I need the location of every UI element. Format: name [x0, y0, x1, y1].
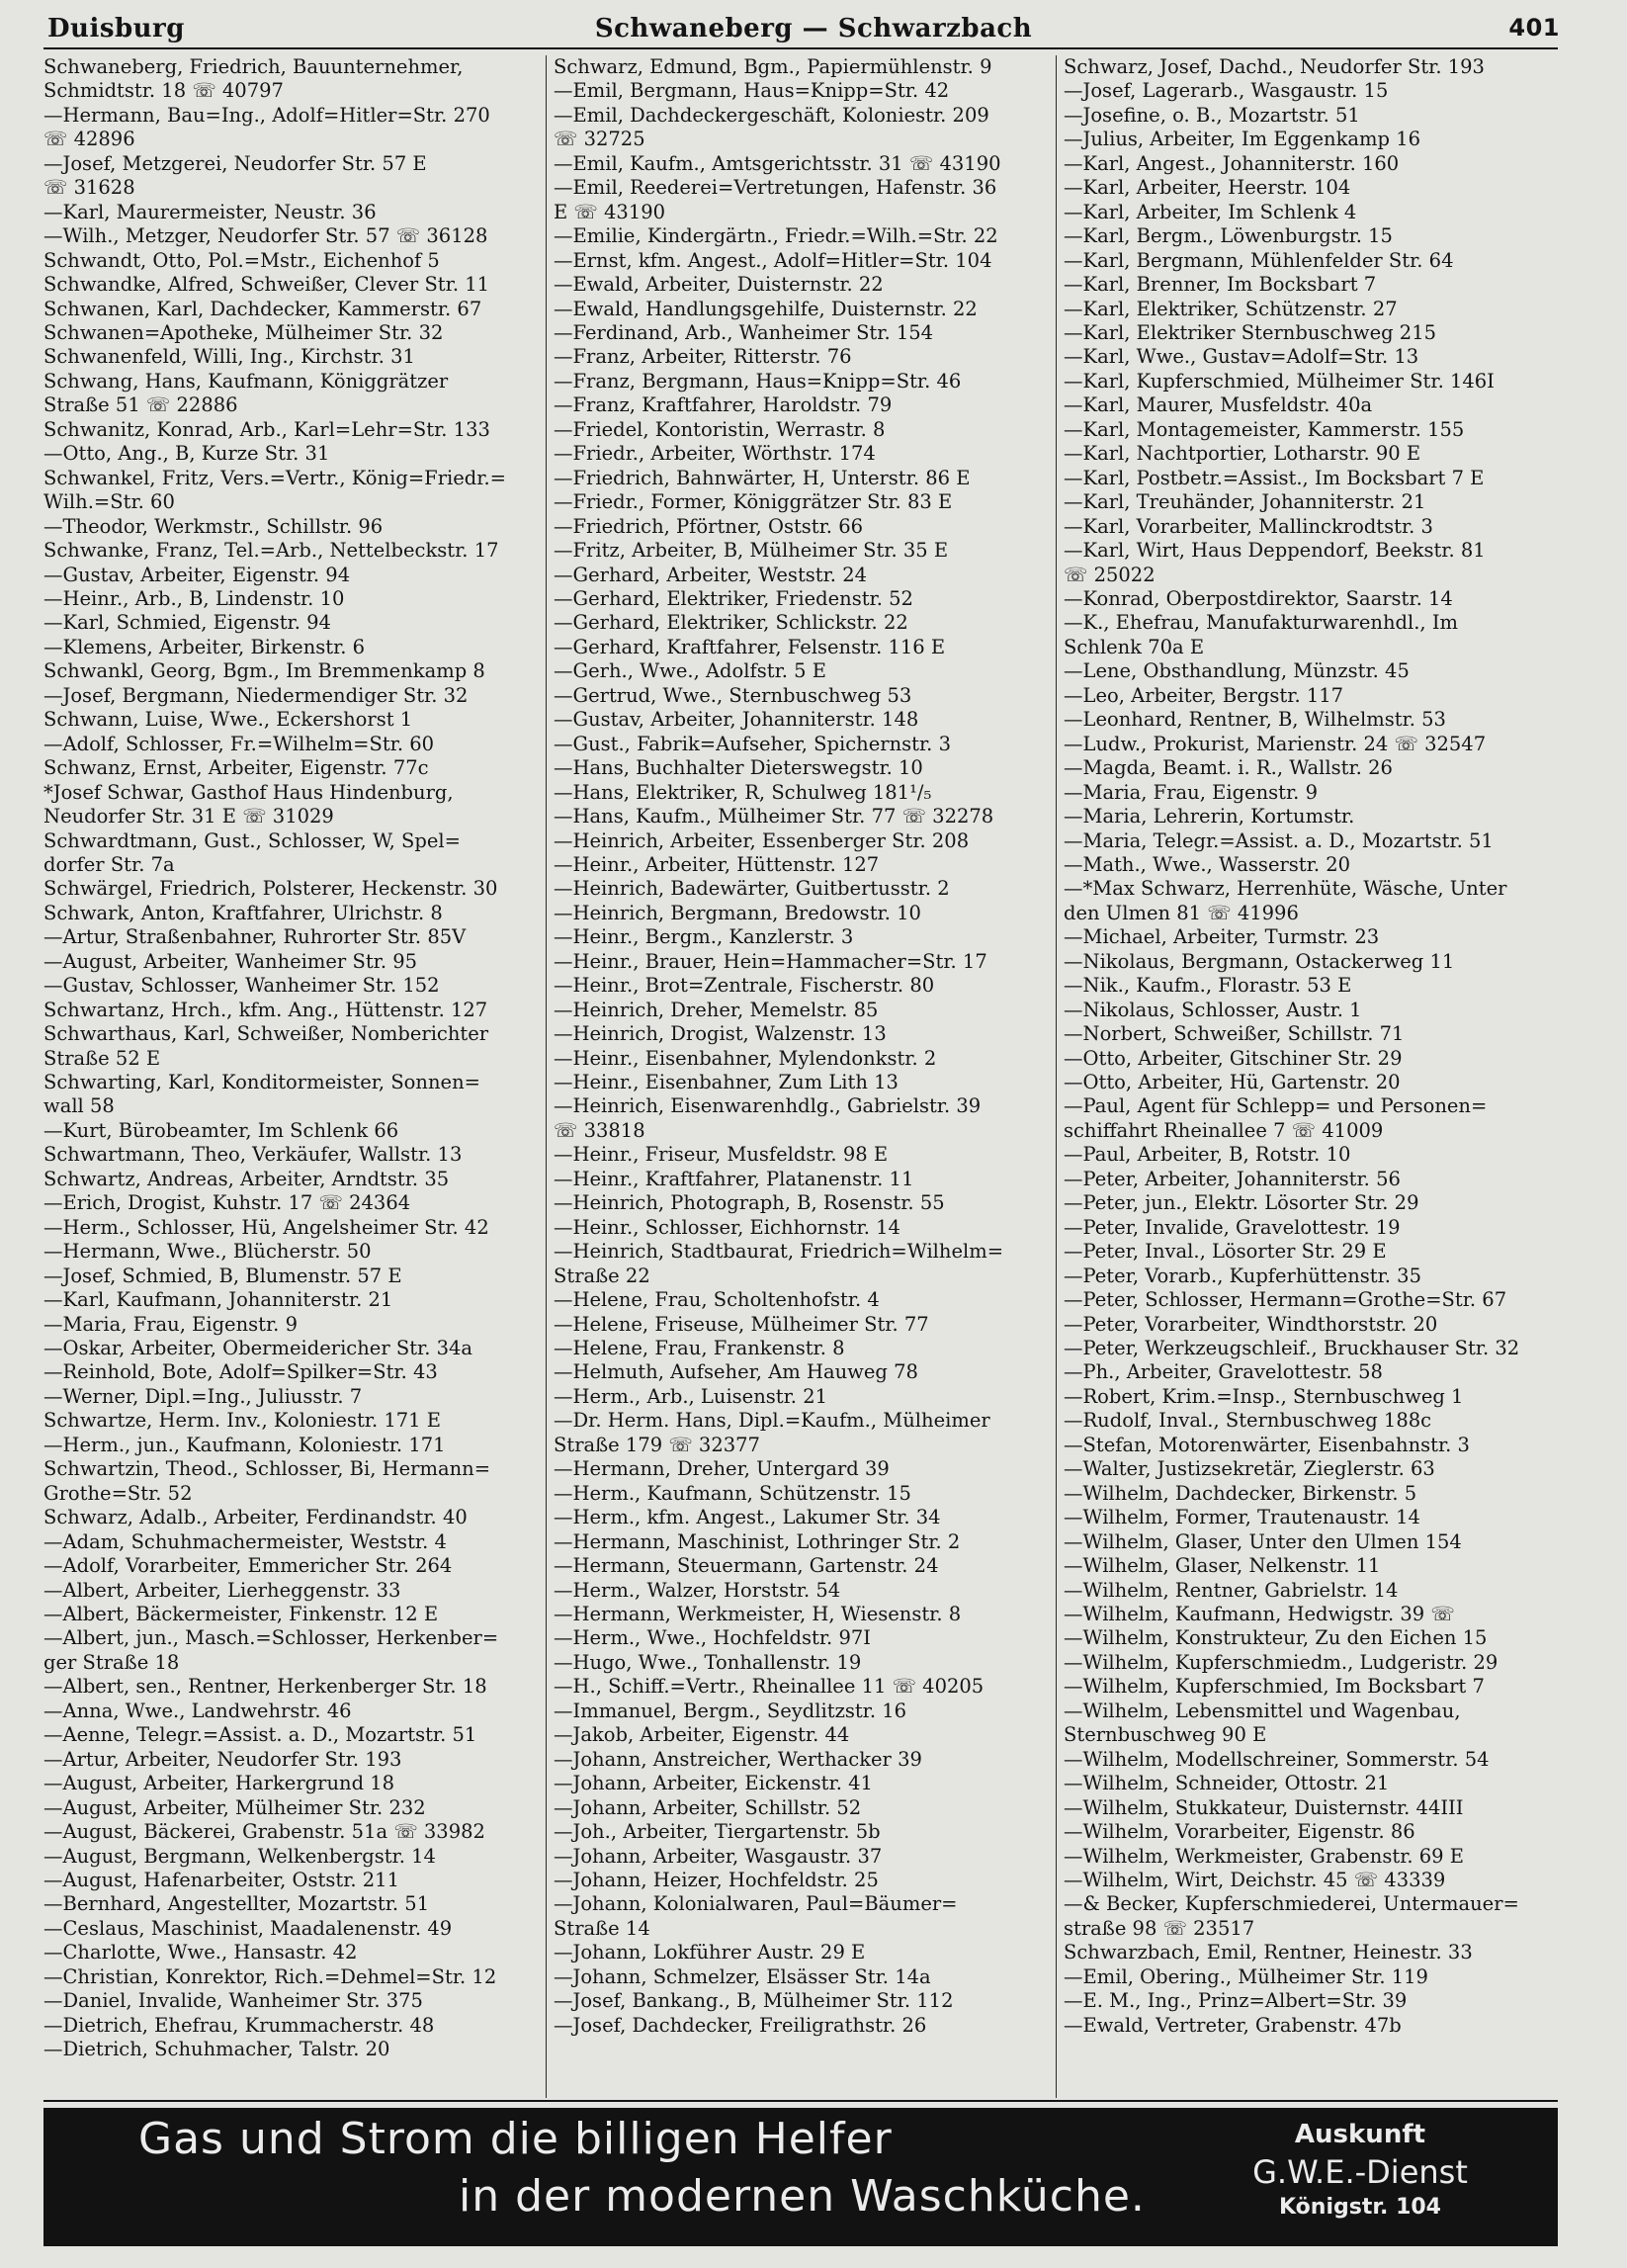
directory-entry-line: —Karl, Vorarbeiter, Mallinckrodtstr. 3: [1064, 514, 1433, 538]
directory-entry-line: —Karl, Kaufmann, Johanniterstr. 21: [43, 1288, 393, 1312]
directory-entry-line: —Albert, jun., Masch.=Schlosser, Herkenber=: [43, 1626, 499, 1650]
directory-entry-line: —Wilhelm, Lebensmittel und Wagenbau,: [1064, 1699, 1461, 1722]
directory-entry-line: —Karl, Bergmann, Mühlenfelder Str. 64: [1064, 248, 1454, 272]
directory-entry-line: —Helene, Friseuse, Mülheimer Str. 77: [554, 1312, 929, 1336]
directory-entry-line: —Herm., Schlosser, Hü, Angelsheimer Str. 42: [43, 1215, 489, 1239]
directory-entry-line: Schwartmann, Theo, Verkäufer, Wallstr. 13: [43, 1143, 463, 1167]
directory-entry-line: —& Becker, Kupferschmiederei, Untermauer=: [1064, 1892, 1519, 1916]
directory-entry-line: Schwanenfeld, Willi, Ing., Kirchstr. 31: [43, 345, 415, 369]
directory-entry-line: —H., Schiff.=Vertr., Rheinallee 11 ☏ 40205: [554, 1675, 985, 1699]
directory-entry-line: —August, Bergmann, Welkenbergstr. 14: [43, 1844, 436, 1868]
directory-entry-line: —Karl, Montagemeister, Kammerstr. 155: [1064, 417, 1465, 441]
header-rule: [43, 47, 1558, 49]
directory-entry-line: —Rudolf, Inval., Sternbuschweg 188c: [1064, 1409, 1432, 1433]
directory-entry-line: —Artur, Straßenbahner, Ruhrorter Str. 85V: [43, 925, 467, 949]
directory-entry-line: —Wilhelm, Kaufmann, Hedwigstr. 39 ☏: [1064, 1603, 1455, 1625]
directory-entry-line: —Emil, Reederei=Vertretungen, Hafenstr. 36: [554, 176, 997, 200]
directory-entry-line: —Hermann, Bau=Ing., Adolf=Hitler=Str. 270: [43, 103, 490, 127]
directory-entry-line: ger Straße 18: [43, 1650, 180, 1674]
directory-entry-line: Schwaneberg, Friedrich, Bauunternehmer,: [43, 55, 464, 78]
directory-entry-line: —Gustav, Arbeiter, Eigenstr. 94: [43, 563, 351, 586]
directory-entry-line: —Adolf, Schlosser, Fr.=Wilhelm=Str. 60: [43, 732, 435, 755]
advert-address: Königstr. 104: [1279, 2195, 1441, 2220]
directory-entry-line: —August, Hafenarbeiter, Oststr. 211: [43, 1868, 399, 1891]
directory-entry-line: Schwarthaus, Karl, Schweißer, Nomberichter: [43, 1022, 489, 1046]
directory-entry-line: —Otto, Arbeiter, Hü, Gartenstr. 20: [1064, 1071, 1401, 1094]
directory-entry-line: E ☏ 43190: [554, 200, 666, 223]
directory-entry-line: Neudorfer Str. 31 E ☏ 31029: [43, 805, 334, 829]
directory-entry-line: Schwartze, Herm. Inv., Koloniestr. 171 E: [43, 1409, 442, 1433]
directory-entry-line: —Peter, Schlosser, Hermann=Grothe=Str. 67: [1064, 1288, 1507, 1312]
directory-entry-line: —Friedrich, Bahnwärter, H, Unterstr. 86 E: [554, 466, 971, 489]
directory-entry-line: —Leo, Arbeiter, Bergstr. 117: [1064, 683, 1344, 707]
directory-entry-line: —Emil, Kaufm., Amtsgerichtsstr. 31 ☏ 43190: [554, 151, 1001, 175]
directory-entry-line: —Helene, Frau, Frankenstr. 8: [554, 1337, 845, 1360]
directory-entry-line: —Lene, Obsthandlung, Münzstr. 45: [1064, 659, 1410, 683]
directory-entry-line: —Ernst, kfm. Angest., Adolf=Hitler=Str. 104: [554, 248, 992, 272]
directory-entry-line: —Johann, Heizer, Hochfeldstr. 25: [554, 1868, 879, 1891]
directory-entry-line: —Johann, Schmelzer, Elsässer Str. 14a: [554, 1964, 931, 1988]
directory-entry-line: Schwankel, Fritz, Vers.=Vertr., König=Friedr.=: [43, 466, 506, 489]
directory-entry-line: —Heinrich, Eisenwarenhdlg., Gabrielstr. 39: [554, 1094, 982, 1118]
directory-entry-line: Schwanke, Franz, Tel.=Arb., Nettelbeckstr. 17: [43, 539, 499, 563]
directory-entry-line: —Walter, Justizsekretär, Zieglerstr. 63: [1064, 1457, 1435, 1481]
directory-entry-line: —Herm., jun., Kaufmann, Koloniestr. 171: [43, 1433, 446, 1456]
directory-entry-line: —Karl, Treuhänder, Johanniterstr. 21: [1064, 490, 1426, 514]
directory-entry-line: —Helene, Frau, Scholtenhofstr. 4: [554, 1288, 880, 1312]
directory-entry-line: —Wilhelm, Glaser, Unter den Ulmen 154: [1064, 1529, 1462, 1553]
directory-entry-line: —Heinr., Friseur, Musfeldstr. 98 E: [554, 1143, 889, 1167]
directory-entry-line: —Karl, Arbeiter, Im Schlenk 4: [1064, 200, 1357, 223]
directory-entry-line: —Heinr., Brot=Zentrale, Fischerstr. 80: [554, 974, 935, 998]
directory-entry-line: —Maria, Frau, Eigenstr. 9: [43, 1312, 298, 1336]
directory-entry-line: —Heinr., Kraftfahrer, Platanenstr. 11: [554, 1167, 914, 1190]
directory-entry-line: —Jakob, Arbeiter, Eigenstr. 44: [554, 1723, 850, 1747]
directory-entry-line: —Franz, Bergmann, Haus=Knipp=Str. 46: [554, 369, 962, 393]
directory-entry-line: Schwartzin, Theod., Schlosser, Bi, Hermann=: [43, 1457, 491, 1481]
directory-entry-line: —Ph., Arbeiter, Gravelottestr. 58: [1064, 1360, 1383, 1384]
directory-entry-line: —Karl, Elektriker Sternbuschweg 215: [1064, 320, 1437, 344]
directory-entry-line: —Adolf, Vorarbeiter, Emmericher Str. 264: [43, 1554, 453, 1578]
column-divider: [1056, 55, 1057, 2098]
directory-entry-line: —Ewald, Handlungsgehilfe, Duisternstr. 22: [554, 297, 978, 320]
directory-entry-line: —Otto, Ang., B, Kurze Str. 31: [43, 442, 330, 466]
directory-entry-line: —Josef, Metzgerei, Neudorfer Str. 57 E: [43, 151, 427, 175]
directory-entry-line: —Dr. Herm. Hans, Dipl.=Kaufm., Mülheimer: [554, 1409, 990, 1433]
directory-entry-line: —Herm., Arb., Luisenstr. 21: [554, 1384, 828, 1408]
directory-entry-line: —Peter, Inval., Lösorter Str. 29 E: [1064, 1240, 1387, 1264]
directory-entry-line: —Josefine, o. B., Mozartstr. 51: [1064, 103, 1360, 127]
directory-entry-line: —Karl, Arbeiter, Heerstr. 104: [1064, 176, 1351, 200]
directory-entry-line: —Karl, Maurermeister, Neustr. 36: [43, 200, 377, 223]
directory-entry-line: —Karl, Brenner, Im Bocksbart 7: [1064, 273, 1377, 297]
directory-entry-line: —Wilhelm, Kupferschmied, Im Bocksbart 7: [1064, 1675, 1485, 1699]
directory-entry-line: Schwang, Hans, Kaufmann, Königgrätzer: [43, 369, 449, 393]
directory-entry-line: —Hans, Buchhalter Dieterswegstr. 10: [554, 756, 923, 780]
directory-entry-line: —Peter, Vorarbeiter, Windthorststr. 20: [1064, 1312, 1438, 1336]
directory-entry-line: den Ulmen 81 ☏ 41996: [1064, 901, 1299, 924]
directory-entry-line: Schwanen=Apotheke, Mülheimer Str. 32: [43, 320, 444, 344]
directory-entry-line: ☏ 42896: [43, 128, 135, 151]
advert-subline: in der modernen Waschküche.: [459, 2171, 1146, 2222]
directory-entry-line: —Friedr., Former, Königgrätzer Str. 83 E: [554, 490, 953, 514]
directory-entry-line: straße 98 ☏ 23517: [1064, 1916, 1255, 1940]
directory-entry-line: —Emilie, Kindergärtn., Friedr.=Wilh.=Str. 22: [554, 224, 998, 248]
directory-entry-line: —E. M., Ing., Prinz=Albert=Str. 39: [1064, 1989, 1408, 2013]
column-1: [43, 55, 538, 2092]
directory-entry-line: Schwärgel, Friedrich, Polsterer, Heckenstr. 30: [43, 877, 498, 901]
directory-entry-line: *Josef Schwar, Gasthof Haus Hindenburg,: [43, 780, 454, 804]
directory-entry-line: —Karl, Elektriker, Schützenstr. 27: [1064, 297, 1398, 320]
directory-entry-line: —Peter, Werkzeugschleif., Bruckhauser Str. 32: [1064, 1337, 1520, 1360]
directory-entry-line: —Hans, Elektriker, R, Schulweg 181¹/₅: [554, 780, 932, 804]
directory-entry-line: —Karl, Bergm., Löwenburgstr. 15: [1064, 224, 1393, 248]
directory-entry-line: —Friedel, Kontoristin, Werrastr. 8: [554, 417, 886, 441]
directory-entry-line: —Adam, Schuhmachermeister, Weststr. 4: [43, 1529, 447, 1553]
column-2: [554, 55, 1048, 2092]
directory-entry-line: Schwandke, Alfred, Schweißer, Clever Str. 11: [43, 273, 490, 297]
directory-entry-line: —Josef, Bankang., B, Mülheimer Str. 112: [554, 1989, 954, 2013]
directory-entry-line: —Friedr., Arbeiter, Wörthstr. 174: [554, 442, 876, 466]
directory-entry-line: —Wilhelm, Glaser, Nelkenstr. 11: [1064, 1554, 1381, 1578]
directory-entry-line: —Heinr., Eisenbahner, Zum Lith 13: [554, 1071, 899, 1094]
directory-entry-line: —Peter, jun., Elektr. Lösorter Str. 29: [1064, 1191, 1419, 1215]
directory-entry-line: —Franz, Kraftfahrer, Haroldstr. 79: [554, 393, 893, 417]
directory-entry-line: —Gerhard, Elektriker, Friedenstr. 52: [554, 586, 913, 610]
directory-entry-line: —Math., Wwe., Wasserstr. 20: [1064, 852, 1351, 876]
directory-entry-line: —Karl, Angest., Johanniterstr. 160: [1064, 151, 1400, 175]
directory-entry-line: —Albert, Arbeiter, Lierheggenstr. 33: [43, 1578, 401, 1602]
directory-entry-line: —Ludw., Prokurist, Marienstr. 24 ☏ 32547: [1064, 732, 1487, 755]
directory-entry-line: —Nikolaus, Bergmann, Ostackerweg 11: [1064, 949, 1455, 973]
directory-entry-line: —Paul, Arbeiter, B, Rotstr. 10: [1064, 1143, 1351, 1167]
directory-entry-line: dorfer Str. 7a: [43, 852, 175, 876]
directory-entry-line: —Hans, Kaufm., Mülheimer Str. 77 ☏ 32278: [554, 805, 994, 829]
directory-entry-line: —Peter, Vorarb., Kupferhüttenstr. 35: [1064, 1264, 1421, 1287]
directory-entry-line: Schlenk 70a E: [1064, 635, 1205, 658]
directory-entry-line: —Heinrich, Bergmann, Bredowstr. 10: [554, 901, 921, 924]
directory-entry-line: —Heinrich, Photograph, B, Rosenstr. 55: [554, 1191, 945, 1215]
directory-entry-line: —Konrad, Oberpostdirektor, Saarstr. 14: [1064, 586, 1453, 610]
directory-entry-line: —Dietrich, Ehefrau, Krummacherstr. 48: [43, 2013, 435, 2037]
directory-entry-line: —Heinrich, Dreher, Memelstr. 85: [554, 998, 879, 1021]
directory-entry-line: —August, Arbeiter, Mülheimer Str. 232: [43, 1795, 426, 1819]
directory-entry-line: Schwanz, Ernst, Arbeiter, Eigenstr. 77c: [43, 756, 429, 780]
directory-entry-line: —Theodor, Werkmstr., Schillstr. 96: [43, 514, 384, 538]
directory-entry-line: Schwartanz, Hrch., kfm. Ang., Hüttenstr. 127: [43, 998, 488, 1021]
directory-entry-line: Schwarz, Adalb., Arbeiter, Ferdinandstr. 40: [43, 1506, 468, 1529]
advert-headline: Gas und Strom die billigen Helfer: [138, 2114, 893, 2164]
directory-entry-line: —Wilhelm, Wirt, Deichstr. 45 ☏ 43339: [1064, 1868, 1446, 1891]
directory-entry-line: —Heinrich, Badewärter, Guitbertusstr. 2: [554, 877, 950, 901]
directory-entry-line: —Franz, Arbeiter, Ritterstr. 76: [554, 345, 852, 369]
directory-entry-line: wall 58: [43, 1094, 115, 1118]
directory-entry-line: —*Max Schwarz, Herrenhüte, Wäsche, Unter: [1064, 877, 1507, 901]
directory-entry-line: —Hermann, Wwe., Blücherstr. 50: [43, 1240, 372, 1264]
directory-entry-line: —Josef, Lagerarb., Wasgaustr. 15: [1064, 79, 1389, 103]
column-3: [1064, 55, 1558, 2092]
directory-entry-line: —Dietrich, Schuhmacher, Talstr. 20: [43, 2038, 390, 2061]
directory-entry-line: —Wilhelm, Werkmeister, Grabenstr. 69 E: [1064, 1844, 1465, 1868]
directory-entry-line: —Hugo, Wwe., Tonhallenstr. 19: [554, 1650, 862, 1674]
directory-entry-line: —Gustav, Schlosser, Wanheimer Str. 152: [43, 974, 440, 998]
directory-entry-line: —Emil, Dachdeckergeschäft, Koloniestr. 209: [554, 103, 989, 127]
directory-entry-line: —Johann, Arbeiter, Schillstr. 52: [554, 1795, 862, 1819]
directory-entry-line: —Herm., Wwe., Hochfeldstr. 97I: [554, 1626, 871, 1650]
directory-entry-line: —August, Arbeiter, Harkergrund 18: [43, 1772, 395, 1795]
directory-entry-line: —Wilhelm, Schneider, Ottostr. 21: [1064, 1772, 1390, 1795]
directory-entry-line: —Wilhelm, Konstrukteur, Zu den Eichen 15: [1064, 1626, 1488, 1650]
directory-entry-line: —Gustav, Arbeiter, Johanniterstr. 148: [554, 708, 919, 732]
directory-entry-line: —Paul, Agent für Schlepp= und Personen=: [1064, 1094, 1488, 1118]
directory-entry-line: —Joh., Arbeiter, Tiergartenstr. 5b: [554, 1820, 881, 1844]
directory-entry-line: —Heinrich, Drogist, Walzenstr. 13: [554, 1022, 887, 1046]
running-head-city: Duisburg: [47, 14, 185, 44]
directory-entry-line: —Heinr., Bergm., Kanzlerstr. 3: [554, 925, 854, 949]
directory-entry-line: —Karl, Wirt, Haus Deppendorf, Beekstr. 81: [1064, 539, 1486, 563]
directory-entry-line: Schmidtstr. 18 ☏ 40797: [43, 79, 284, 103]
directory-entry-line: —Albert, sen., Rentner, Herkenberger Str. 18: [43, 1675, 487, 1699]
directory-entry-line: —Gerh., Wwe., Adolfstr. 5 E: [554, 659, 826, 683]
directory-entry-line: —Johann, Arbeiter, Eickenstr. 41: [554, 1772, 873, 1795]
advertisement-banner: [43, 2108, 1558, 2246]
directory-entry-line: —Artur, Arbeiter, Neudorfer Str. 193: [43, 1747, 402, 1771]
directory-entry-line: —Maria, Lehrerin, Kortumstr.: [1064, 805, 1355, 829]
directory-entry-line: —Immanuel, Bergm., Seydlitzstr. 16: [554, 1699, 907, 1722]
directory-entry-line: —Maria, Telegr.=Assist. a. D., Mozartstr. 51: [1064, 829, 1494, 852]
directory-entry-line: ☏ 31628: [43, 176, 135, 200]
directory-entry-line: —Otto, Arbeiter, Gitschiner Str. 29: [1064, 1046, 1403, 1070]
directory-entry-line: —Ceslaus, Maschinist, Maadalenenstr. 49: [43, 1916, 453, 1940]
directory-entry-line: —Ewald, Arbeiter, Duisternstr. 22: [554, 273, 884, 297]
directory-entry-line: —Johann, Anstreicher, Werthacker 39: [554, 1747, 922, 1771]
directory-entry-line: —Gertrud, Wwe., Sternbuschweg 53: [554, 683, 912, 707]
directory-entry-line: —Johann, Lokführer Austr. 29 E: [554, 1941, 866, 1964]
directory-entry-line: schiffahrt Rheinallee 7 ☏ 41009: [1064, 1118, 1384, 1142]
directory-entry-line: —Norbert, Schweißer, Schillstr. 71: [1064, 1022, 1405, 1046]
directory-entry-line: —Josef, Bergmann, Niedermendiger Str. 32: [43, 683, 469, 707]
directory-entry-line: —Gerhard, Kraftfahrer, Felsenstr. 116 E: [554, 635, 946, 658]
advert-service-name: G.W.E.-Dienst: [1252, 2153, 1468, 2191]
directory-entry-line: —Karl, Schmied, Eigenstr. 94: [43, 611, 331, 635]
directory-entry-line: —Ferdinand, Arb., Wanheimer Str. 154: [554, 320, 934, 344]
directory-entry-line: —Kurt, Bürobeamter, Im Schlenk 66: [43, 1118, 399, 1142]
directory-entry-line: —August, Arbeiter, Wanheimer Str. 95: [43, 949, 418, 973]
directory-entry-line: —Josef, Schmied, B, Blumenstr. 57 E: [43, 1264, 402, 1287]
directory-entry-line: —Magda, Beamt. i. R., Wallstr. 26: [1064, 756, 1393, 780]
directory-entry-line: —Peter, Invalide, Gravelottestr. 19: [1064, 1215, 1401, 1239]
directory-entry-line: —Karl, Nachtportier, Lotharstr. 90 E: [1064, 442, 1421, 466]
directory-entry-line: Wilh.=Str. 60: [43, 490, 175, 514]
directory-entry-line: Sternbuschweg 90 E: [1064, 1723, 1267, 1747]
directory-entry-line: Straße 22: [554, 1264, 650, 1287]
advert-info-label: Auskunft: [1294, 2120, 1426, 2149]
directory-entry-line: —Leonhard, Rentner, B, Wilhelmstr. 53: [1064, 708, 1446, 732]
directory-entry-line: —Michael, Arbeiter, Turmstr. 23: [1064, 925, 1380, 949]
directory-entry-line: —Gust., Fabrik=Aufseher, Spichernstr. 3: [554, 732, 951, 755]
directory-entry-line: —Heinrich, Arbeiter, Essenberger Str. 208: [554, 829, 970, 852]
directory-entry-line: —Wilhelm, Rentner, Gabrielstr. 14: [1064, 1578, 1399, 1602]
directory-entry-line: Schwark, Anton, Kraftfahrer, Ulrichstr. 8: [43, 901, 443, 924]
directory-entry-line: Schwandt, Otto, Pol.=Mstr., Eichenhof 5: [43, 248, 440, 272]
directory-entry-line: —Heinr., Brauer, Hein=Hammacher=Str. 17: [554, 949, 987, 973]
directory-entry-line: —Hermann, Werkmeister, H, Wiesenstr. 8: [554, 1603, 962, 1625]
directory-entry-line: ☏ 32725: [554, 128, 645, 151]
directory-entry-line: Schwann, Luise, Wwe., Eckershorst 1: [43, 708, 413, 732]
directory-entry-line: Straße 52 E: [43, 1046, 161, 1070]
directory-entry-line: Schwankl, Georg, Bgm., Im Bremmenkamp 8: [43, 659, 485, 683]
directory-entry-line: —Gerhard, Arbeiter, Weststr. 24: [554, 563, 868, 586]
directory-entry-line: Straße 51 ☏ 22886: [43, 393, 238, 417]
directory-entry-line: —Emil, Bergmann, Haus=Knipp=Str. 42: [554, 79, 950, 103]
directory-entry-line: —Albert, Bäckermeister, Finkenstr. 12 E: [43, 1603, 439, 1625]
directory-entry-line: —Reinhold, Bote, Adolf=Spilker=Str. 43: [43, 1360, 438, 1384]
directory-entry-line: —Karl, Wwe., Gustav=Adolf=Str. 13: [1064, 345, 1419, 369]
directory-entry-line: —August, Bäckerei, Grabenstr. 51a ☏ 33982: [43, 1820, 485, 1844]
directory-entry-line: —Wilhelm, Former, Trautenaustr. 14: [1064, 1506, 1420, 1529]
directory-entry-line: —K., Ehefrau, Manufakturwarenhdl., Im: [1064, 611, 1459, 635]
directory-entry-line: —Werner, Dipl.=Ing., Juliusstr. 7: [43, 1384, 363, 1408]
running-head-range: Schwaneberg — Schwarzbach: [594, 14, 1033, 44]
directory-entry-line: —Wilhelm, Kupferschmiedm., Ludgeristr. 29: [1064, 1650, 1499, 1674]
directory-entry-line: Schwarting, Karl, Konditormeister, Sonnen=: [43, 1071, 480, 1094]
directory-entry-line: —Wilhelm, Vorarbeiter, Eigenstr. 86: [1064, 1820, 1415, 1844]
advert-contact: [1212, 2118, 1508, 2223]
directory-entry-line: —Josef, Dachdecker, Freiligrathstr. 26: [554, 2013, 927, 2037]
directory-entry-line: —Heinr., Schlosser, Eichhornstr. 14: [554, 1215, 900, 1239]
directory-entry-line: Grothe=Str. 52: [43, 1481, 193, 1505]
directory-entry-line: —Herm., Kaufmann, Schützenstr. 15: [554, 1481, 911, 1505]
directory-entry-line: —Charlotte, Wwe., Hansastr. 42: [43, 1941, 358, 1964]
directory-entry-line: Schwanitz, Konrad, Arb., Karl=Lehr=Str. 133: [43, 417, 490, 441]
footer-rule: [43, 2100, 1558, 2102]
directory-entry-line: —Julius, Arbeiter, Im Eggenkamp 16: [1064, 128, 1421, 151]
directory-entry-line: Schwartz, Andreas, Arbeiter, Arndtstr. 35: [43, 1167, 450, 1190]
directory-entry-line: Schwarzbach, Emil, Rentner, Heinestr. 33: [1064, 1941, 1473, 1964]
directory-entry-line: —Christian, Konrektor, Rich.=Dehmel=Str. 12: [43, 1964, 497, 1988]
directory-entry-line: —Wilhelm, Stukkateur, Duisternstr. 44III: [1064, 1795, 1464, 1819]
directory-entry-line: —Heinr., Eisenbahner, Mylendonkstr. 2: [554, 1046, 937, 1070]
directory-entry-line: Schwanen, Karl, Dachdecker, Kammerstr. 67: [43, 297, 482, 320]
directory-entry-line: —Daniel, Invalide, Wanheimer Str. 375: [43, 1989, 423, 2013]
directory-entry-line: —Robert, Krim.=Insp., Sternbuschweg 1: [1064, 1384, 1464, 1408]
directory-entry-line: ☏ 25022: [1064, 563, 1156, 586]
directory-entry-line: —Peter, Arbeiter, Johanniterstr. 56: [1064, 1167, 1401, 1190]
directory-entry-line: —Hermann, Maschinist, Lothringer Str. 2: [554, 1529, 961, 1553]
directory-entry-line: —Klemens, Arbeiter, Birkenstr. 6: [43, 635, 366, 658]
directory-entry-line: —Hermann, Dreher, Untergard 39: [554, 1457, 890, 1481]
directory-entry-line: Schwardtmann, Gust., Schlosser, W, Spel=: [43, 829, 461, 852]
column-divider: [546, 55, 547, 2098]
directory-entry-line: —Karl, Maurer, Musfeldstr. 40a: [1064, 393, 1373, 417]
directory-entry-line: Schwarz, Edmund, Bgm., Papiermühlenstr. 9: [554, 55, 992, 78]
directory-entry-line: —Ewald, Vertreter, Grabenstr. 47b: [1064, 2013, 1402, 2037]
directory-entry-line: —Heinr., Arbeiter, Hüttenstr. 127: [554, 852, 880, 876]
directory-entry-line: —Helmuth, Aufseher, Am Hauweg 78: [554, 1360, 918, 1384]
directory-entry-line: —Aenne, Telegr.=Assist. a. D., Mozartstr. 51: [43, 1723, 477, 1747]
directory-entry-line: —Wilhelm, Modellschreiner, Sommerstr. 54: [1064, 1747, 1490, 1771]
directory-entry-line: ☏ 33818: [554, 1118, 645, 1142]
directory-entry-line: —Gerhard, Elektriker, Schlickstr. 22: [554, 611, 908, 635]
directory-entry-line: Schwarz, Josef, Dachd., Neudorfer Str. 193: [1064, 55, 1485, 78]
directory-entry-line: —Fritz, Arbeiter, B, Mülheimer Str. 35 E: [554, 539, 949, 563]
directory-entry-line: —Herm., Walzer, Horststr. 54: [554, 1578, 841, 1602]
directory-entry-line: —Friedrich, Pförtner, Oststr. 66: [554, 514, 864, 538]
directory-entry-line: Straße 14: [554, 1916, 650, 1940]
directory-entry-line: —Herm., kfm. Angest., Lakumer Str. 34: [554, 1506, 941, 1529]
directory-entry-line: —Maria, Frau, Eigenstr. 9: [1064, 780, 1318, 804]
directory-entry-line: —Heinrich, Stadtbaurat, Friedrich=Wilhelm=: [554, 1240, 1004, 1264]
directory-entry-line: —Stefan, Motorenwärter, Eisenbahnstr. 3: [1064, 1433, 1470, 1456]
directory-entry-line: —Nikolaus, Schlosser, Austr. 1: [1064, 998, 1362, 1021]
directory-entry-line: —Johann, Kolonialwaren, Paul=Bäumer=: [554, 1892, 958, 1916]
directory-entry-line: —Johann, Arbeiter, Wasgaustr. 37: [554, 1844, 883, 1868]
directory-entry-line: —Erich, Drogist, Kuhstr. 17 ☏ 24364: [43, 1191, 411, 1215]
directory-entry-line: —Bernhard, Angestellter, Mozartstr. 51: [43, 1892, 430, 1916]
directory-entry-line: —Oskar, Arbeiter, Obermeidericher Str. 34a: [43, 1337, 473, 1360]
directory-entry-line: Straße 179 ☏ 32377: [554, 1433, 760, 1456]
page-number: 401: [1508, 14, 1560, 42]
directory-entry-line: —Karl, Kupferschmied, Mülheimer Str. 146I: [1064, 369, 1495, 393]
directory-entry-line: —Hermann, Steuermann, Gartenstr. 24: [554, 1554, 939, 1578]
directory-entry-line: —Karl, Postbetr.=Assist., Im Bocksbart 7 E: [1064, 466, 1485, 489]
directory-entry-line: —Wilh., Metzger, Neudorfer Str. 57 ☏ 36128: [43, 224, 488, 248]
directory-entry-line: —Wilhelm, Dachdecker, Birkenstr. 5: [1064, 1481, 1417, 1505]
directory-entry-line: —Heinr., Arb., B, Lindenstr. 10: [43, 586, 345, 610]
directory-entry-line: —Emil, Obering., Mülheimer Str. 119: [1064, 1964, 1428, 1988]
directory-entry-line: —Nik., Kaufm., Florastr. 53 E: [1064, 974, 1352, 998]
directory-entry-line: —Anna, Wwe., Landwehrstr. 46: [43, 1699, 352, 1722]
